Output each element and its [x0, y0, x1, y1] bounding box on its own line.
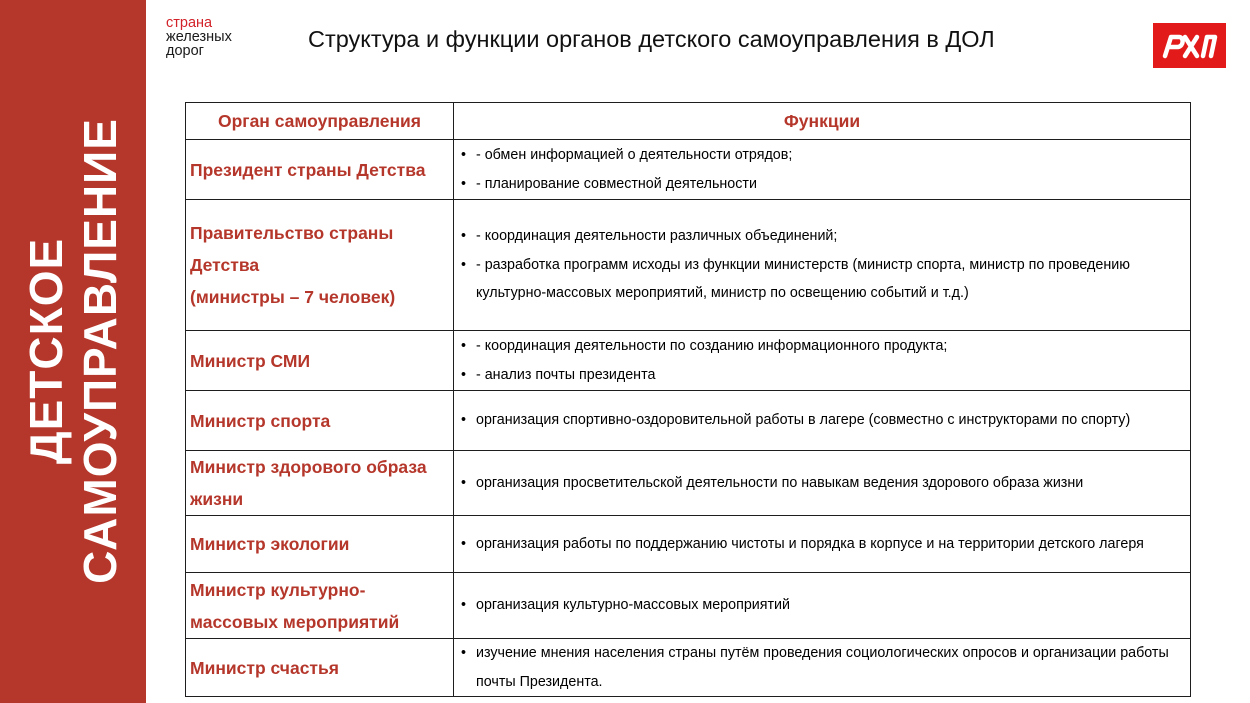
- function-item: • - анализ почты президента: [458, 361, 1186, 390]
- brand-line-3: дорог: [166, 43, 204, 59]
- functions-cell: [454, 639, 1191, 697]
- organ-name: Президент страны Детства: [190, 159, 426, 180]
- organ-name: (министры – 7 человек): [190, 287, 396, 307]
- table-row: [186, 573, 1191, 639]
- header-functions: Функции: [454, 103, 1191, 140]
- function-item: • - координация деятельности различных объединений;: [458, 222, 1186, 251]
- header-organ: Орган самоуправления: [186, 103, 454, 140]
- sidebar-title-line-2: САМОУПРАВЛЕНИЕ: [74, 118, 126, 584]
- organ-cell: [186, 331, 454, 391]
- sidebar-vertical-title: [19, 118, 127, 584]
- organ-cell: [186, 639, 454, 697]
- table-header-row: [186, 103, 1191, 140]
- rzd-logo-icon: [1153, 23, 1226, 68]
- organ-cell: [186, 140, 454, 200]
- organ-cell: [186, 516, 454, 573]
- table-row: [186, 451, 1191, 516]
- table-row: [186, 200, 1191, 331]
- functions-cell: [454, 200, 1191, 331]
- organ-name: жизни: [190, 489, 244, 509]
- function-item: • организация работы по поддержанию чистоты и порядка в корпусе и на территории детского лагеря: [458, 530, 1186, 559]
- organ-cell: [186, 451, 454, 516]
- function-item: • организация просветительской деятельности по навыкам ведения здорового образа жизни: [458, 469, 1186, 498]
- organ-name: Министр экологии: [190, 534, 350, 554]
- function-item: • - разработка программ исходы из функции министерств (министр спорта, министр по проведению культурно-массовых мероприятий, министр по освещению событий и т.д.): [458, 251, 1186, 308]
- sidebar-band: [0, 0, 146, 703]
- function-item: • изучение мнения населения страны путём проведения социологических опросов и организации работы почты Президента.: [458, 639, 1186, 696]
- brand-logo: [166, 16, 232, 58]
- brand-line-2: железных: [166, 29, 232, 45]
- function-item: • организация культурно-массовых мероприятий: [458, 591, 1186, 620]
- function-item: • - координация деятельности по созданию информационного продукта;: [458, 332, 1186, 361]
- page-title: Структура и функции органов детского самоуправления в ДОЛ: [308, 26, 995, 52]
- function-item: • - планирование совместной деятельности: [458, 170, 1186, 199]
- function-item: • организация спортивно-оздоровительной работы в лагере (совместно с инструкторами по спорту): [458, 406, 1186, 435]
- table-row: [186, 639, 1191, 697]
- organ-name: Правительство страны: [190, 223, 394, 243]
- organ-cell: [186, 200, 454, 331]
- sidebar-title-line-1: ДЕТСКОЕ: [20, 237, 72, 465]
- organ-name: Министр счастья: [190, 657, 339, 678]
- table-row: [186, 140, 1191, 200]
- organ-cell: [186, 573, 454, 639]
- function-item: • - обмен информацией о деятельности отрядов;: [458, 141, 1186, 170]
- table-row: [186, 391, 1191, 451]
- functions-cell: [454, 391, 1191, 451]
- organ-name: Министр спорта: [190, 410, 331, 431]
- brand-line-1: страна: [166, 15, 213, 31]
- organ-name: Детства: [190, 255, 260, 275]
- functions-cell: [454, 331, 1191, 391]
- organ-name: Министр здорового образа: [190, 457, 427, 477]
- organ-name: массовых мероприятий: [190, 611, 400, 632]
- table-row: [186, 516, 1191, 573]
- functions-cell: [454, 140, 1191, 200]
- table-row: [186, 331, 1191, 391]
- organ-name: Министр СМИ: [190, 350, 311, 371]
- functions-cell: [454, 451, 1191, 516]
- functions-cell: [454, 516, 1191, 573]
- organ-cell: [186, 391, 454, 451]
- functions-table: [185, 102, 1191, 697]
- functions-cell: [454, 573, 1191, 639]
- organ-name: Министр культурно-: [190, 579, 366, 600]
